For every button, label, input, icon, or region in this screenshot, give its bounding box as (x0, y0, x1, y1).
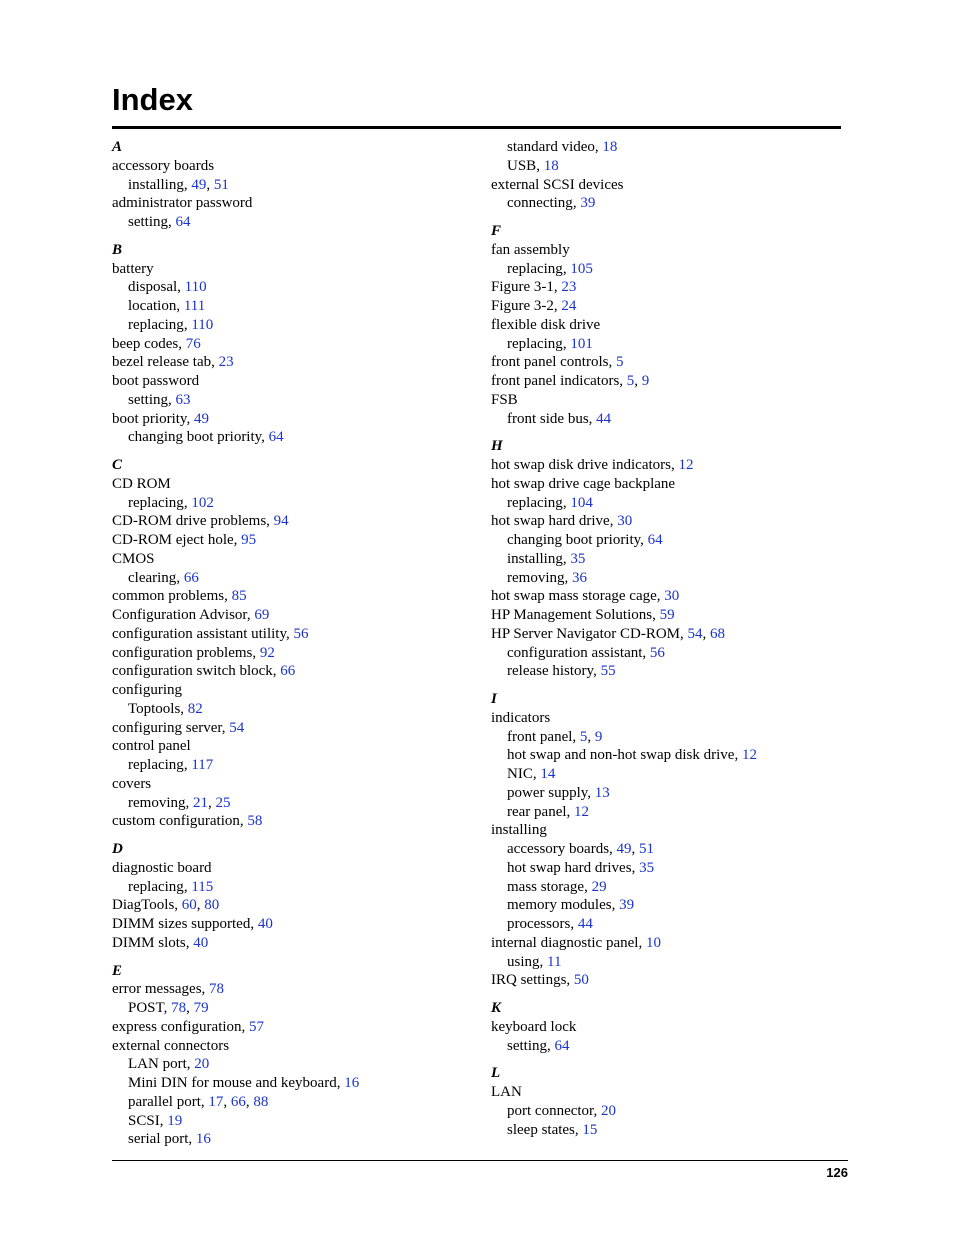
page-link[interactable]: 56 (293, 625, 309, 642)
page-link[interactable]: 18 (602, 139, 618, 155)
page-link[interactable]: 9 (594, 728, 603, 745)
index-entry (491, 475, 851, 494)
index-subentry: accessory boards, 49, 51 (507, 841, 655, 857)
index-entry: DIMM sizes supported, 40 (112, 916, 273, 932)
index-term: setting (507, 1037, 547, 1054)
page-link[interactable]: 66 (280, 663, 296, 680)
index-entry: front panel indicators, 5, 9 (491, 373, 650, 389)
index-term: hot swap and non-hot swap disk drive (507, 747, 735, 764)
index-term: power supply (507, 784, 588, 801)
index-term: installing (128, 176, 184, 193)
page-link[interactable]: 51 (639, 841, 655, 857)
index-term: USB (507, 157, 537, 174)
index-entry: CD-ROM drive problems, 94 (112, 513, 289, 530)
page-link[interactable]: 5 (579, 728, 588, 745)
index-term: Configuration Advisor (112, 607, 247, 623)
index-term: administrator password (112, 195, 253, 212)
index-entry (491, 1083, 851, 1102)
index-term: front panel indicators (491, 373, 620, 389)
index-term: rear panel (507, 803, 567, 820)
index-entry (112, 1037, 472, 1056)
page-link[interactable]: 35 (570, 550, 586, 567)
index-subentry: connecting, 39 (507, 195, 596, 212)
page-link[interactable]: 12 (574, 803, 590, 820)
index-entry (112, 194, 472, 213)
index-subentry: memory modules, 39 (507, 897, 635, 914)
index-entry (112, 372, 472, 391)
page-link[interactable]: 20 (600, 1102, 616, 1119)
page-link[interactable]: 88 (253, 1093, 269, 1110)
index-term: DIMM sizes supported (112, 916, 251, 932)
page-link[interactable]: 24 (561, 298, 577, 314)
index-subentry: changing boot priority, 64 (128, 429, 284, 446)
page-link[interactable]: 16 (344, 1075, 360, 1091)
index-term: location (128, 298, 177, 314)
index-entry: beep codes, 76 (112, 335, 201, 352)
page-link[interactable]: 66 (230, 1093, 246, 1110)
index-letter-heading: B (112, 241, 123, 258)
page-link[interactable]: 25 (215, 794, 231, 811)
index-term: installing (491, 822, 547, 839)
index-term: covers (112, 775, 152, 792)
index-term: HP Server Navigator CD-ROM (491, 625, 681, 642)
index-term: custom configuration (112, 813, 240, 830)
index-entry: express configuration, 57 (112, 1018, 265, 1035)
index-term: control panel (112, 738, 191, 755)
page-link[interactable]: 40 (257, 916, 273, 932)
index-subentry: configuration assistant, 56 (507, 644, 665, 661)
index-subentry: serial port, 16 (128, 1131, 211, 1148)
index-term: removing (128, 794, 186, 811)
index-subentry: location, 111 (128, 298, 206, 314)
page-link[interactable]: 23 (561, 279, 577, 296)
page-link[interactable]: 35 (639, 859, 655, 876)
page-link[interactable]: 9 (641, 373, 650, 389)
index-term: common problems (112, 588, 225, 605)
page-link[interactable]: 68 (710, 625, 726, 642)
index-subentry: replacing, 102 (128, 494, 214, 511)
index-subentry: disposal, 110 (128, 279, 207, 296)
page-link[interactable]: 80 (204, 897, 220, 914)
index-term: clearing (128, 569, 177, 586)
index-term: LAN port (128, 1056, 187, 1073)
page-link[interactable]: 49 (616, 841, 632, 857)
index-entry: internal diagnostic panel, 10 (491, 934, 661, 951)
index-entry (112, 681, 472, 700)
index-column-left (112, 138, 472, 1149)
index-entry (491, 241, 851, 260)
index-subentry: replacing, 117 (128, 757, 214, 773)
page-link[interactable]: 40 (193, 934, 209, 951)
index-entry: boot priority, 49 (112, 410, 209, 427)
index-letter-heading: K (491, 1000, 502, 1016)
index-term: hot swap disk drive indicators (491, 457, 671, 473)
page-link[interactable]: 60 (181, 897, 197, 914)
page-link[interactable]: 50 (573, 972, 589, 989)
index-entry: configuration assistant utility, 56 (112, 625, 309, 642)
index-entry (491, 316, 851, 335)
index-term: hot swap hard drives (507, 859, 632, 876)
index-entry: HP Server Navigator CD-ROM, 54, 68 (491, 625, 726, 642)
page-link[interactable]: 82 (187, 700, 203, 717)
page-link[interactable]: 13 (594, 784, 610, 801)
index-letter-heading: C (112, 457, 123, 473)
index-subentry: using, 11 (507, 953, 562, 970)
index-term: accessory boards (112, 157, 215, 174)
page-link[interactable]: 57 (249, 1018, 265, 1035)
page-link[interactable]: 110 (191, 316, 214, 333)
page-link[interactable]: 19 (167, 1112, 183, 1129)
index-letter-heading: A (112, 139, 123, 155)
index-term: configuration problems (112, 644, 253, 661)
page-link[interactable]: 5 (626, 373, 635, 389)
index-term: Mini DIN for mouse and keyboard (128, 1075, 337, 1091)
index-term: configuring server (112, 719, 222, 736)
page-link[interactable]: 117 (191, 757, 214, 773)
index-entry: HP Management Solutions, 59 (491, 607, 675, 623)
index-subentry: installing, 35 (507, 550, 586, 567)
index-term: connecting (507, 195, 573, 212)
index-term: configuration assistant (507, 644, 643, 661)
page-link[interactable]: 101 (570, 335, 593, 352)
index-term: installing (507, 550, 563, 567)
index-term: SCSI (128, 1112, 160, 1129)
index-entry (491, 1018, 851, 1037)
index-subentry: front panel, 5, 9 (507, 728, 603, 745)
index-term: indicators (491, 709, 551, 726)
page-link[interactable]: 20 (194, 1056, 210, 1073)
index-term: diagnostic board (112, 859, 212, 876)
index-term: changing boot priority (128, 429, 262, 446)
index-letter-heading: D (112, 841, 123, 857)
index-term: accessory boards (507, 841, 610, 857)
index-term: configuring (112, 682, 182, 698)
index-entry: configuring server, 54 (112, 719, 245, 736)
page-link[interactable]: 102 (191, 494, 214, 511)
index-term: hot swap hard drive (491, 513, 610, 530)
page-link[interactable]: 64 (175, 214, 191, 230)
index-term: Figure 3-2 (491, 298, 554, 314)
index-subentry: setting, 64 (507, 1037, 570, 1054)
page-link[interactable]: 85 (231, 588, 247, 605)
index-subentry: replacing, 110 (128, 316, 214, 333)
index-entry (112, 859, 472, 878)
page-link[interactable]: 21 (193, 794, 208, 811)
index-term: standard video (507, 139, 595, 155)
index-term: LAN (491, 1084, 522, 1100)
index-subentry: setting, 63 (128, 391, 191, 408)
index-subentry: Toptools, 82 (128, 700, 203, 717)
page-link[interactable]: 56 (649, 644, 665, 661)
index-letter-heading: H (491, 438, 503, 455)
index-term: error messages (112, 981, 202, 998)
index-subentry: front side bus, 44 (507, 410, 612, 427)
index-subentry: rear panel, 12 (507, 803, 590, 820)
page-link[interactable]: 64 (647, 532, 663, 548)
page-link[interactable]: 10 (645, 934, 661, 951)
page-link[interactable]: 55 (600, 663, 616, 680)
index-subentry: Mini DIN for mouse and keyboard, 16 (128, 1075, 360, 1091)
page-link[interactable]: 16 (195, 1131, 211, 1148)
page-link[interactable]: 49 (191, 176, 207, 193)
index-term: flexible disk drive (491, 316, 601, 333)
index-subentry: release history, 55 (507, 663, 616, 680)
index-entry (491, 709, 851, 728)
index-term: replacing (128, 757, 184, 773)
page-link[interactable]: 78 (209, 981, 225, 998)
page-link[interactable]: 94 (273, 513, 289, 530)
index-entry: configuration switch block, 66 (112, 663, 296, 680)
index-term: mass storage (507, 878, 585, 895)
index-entry: bezel release tab, 23 (112, 354, 234, 371)
index-subentry: replacing, 101 (507, 335, 593, 352)
page-link[interactable]: 69 (254, 607, 270, 623)
index-term: POST (128, 1000, 164, 1016)
index-term: replacing (507, 260, 563, 277)
index-term: using (507, 953, 540, 970)
index-term: HP Management Solutions (491, 607, 653, 623)
index-subentry: processors, 44 (507, 916, 593, 932)
index-subentry: port connector, 20 (507, 1102, 616, 1119)
index-entry: hot swap hard drive, 30 (491, 513, 633, 530)
index-subentry: setting, 64 (128, 214, 191, 230)
index-subentry: USB, 18 (507, 157, 559, 174)
index-entry: DIMM slots, 40 (112, 934, 209, 951)
index-entry: CD-ROM eject hole, 95 (112, 532, 257, 548)
page-link[interactable]: 92 (259, 644, 275, 661)
page-link[interactable]: 18 (543, 157, 559, 174)
index-term: boot password (112, 373, 200, 389)
title-rule (112, 126, 841, 129)
index-entry: front panel controls, 5 (491, 354, 624, 371)
index-subentry: changing boot priority, 64 (507, 532, 663, 548)
index-term: Toptools (128, 700, 181, 717)
index-term: external connectors (112, 1037, 230, 1054)
index-term: keyboard lock (491, 1018, 577, 1035)
index-term: removing (507, 569, 565, 586)
index-subentry: clearing, 66 (128, 569, 199, 586)
index-entry: custom configuration, 58 (112, 813, 263, 830)
page-link[interactable]: 29 (591, 878, 607, 895)
index-term: FSB (491, 391, 518, 408)
index-entry: DiagTools, 60, 80 (112, 897, 220, 914)
index-term: release history (507, 663, 594, 680)
index-term: configuration assistant utility (112, 625, 287, 642)
index-term: boot priority (112, 410, 187, 427)
page-link[interactable]: 58 (247, 813, 263, 830)
index-term: express configuration (112, 1018, 242, 1035)
index-term: setting (128, 214, 168, 230)
page-link[interactable]: 79 (193, 1000, 209, 1016)
index-term: fan assembly (491, 241, 570, 258)
index-term: disposal (128, 279, 178, 296)
index-term: front side bus (507, 410, 589, 427)
index-subentry: installing, 49, 51 (128, 176, 229, 193)
index-term: sleep states (507, 1121, 575, 1138)
page-link[interactable]: 66 (183, 569, 199, 586)
index-subentry: replacing, 104 (507, 494, 593, 511)
page-link[interactable]: 76 (185, 335, 201, 352)
index-subentry: hot swap and non-hot swap disk drive, 12 (507, 747, 757, 764)
index-term: CD ROM (112, 475, 171, 492)
page-link[interactable]: 44 (577, 916, 593, 932)
page-link[interactable]: 115 (191, 878, 214, 895)
index-subentry: mass storage, 29 (507, 878, 607, 895)
index-term: Figure 3-1 (491, 279, 554, 296)
index-term: CMOS (112, 550, 155, 567)
index-term: replacing (507, 335, 563, 352)
index-term: IRQ settings (491, 972, 567, 989)
index-entry (112, 737, 472, 756)
index-term: battery (112, 260, 154, 277)
page-link[interactable]: 39 (580, 195, 596, 212)
index-term: front panel (507, 728, 573, 745)
page-link[interactable]: 105 (570, 260, 593, 277)
index-entry: hot swap disk drive indicators, 12 (491, 457, 694, 473)
index-entry (112, 475, 472, 494)
index-entry: Figure 3-1, 23 (491, 279, 577, 296)
index-subentry: replacing, 105 (507, 260, 593, 277)
index-entry (112, 775, 472, 794)
index-term: hot swap drive cage backplane (491, 475, 676, 492)
index-entry: error messages, 78 (112, 981, 225, 998)
index-subentry: POST, 78, 79 (128, 1000, 209, 1016)
page-link[interactable]: 49 (193, 410, 209, 427)
index-term: front panel controls (491, 354, 609, 371)
index-subentry: removing, 36 (507, 569, 587, 586)
page-link[interactable]: 51 (213, 176, 229, 193)
index-entry (491, 176, 851, 195)
index-entry (112, 550, 472, 569)
page-number: 126 (826, 1165, 848, 1180)
index-column-right (491, 138, 851, 1139)
index-subentry: SCSI, 19 (128, 1112, 183, 1129)
page-link[interactable]: 30 (664, 588, 680, 605)
index-term: serial port (128, 1131, 189, 1148)
index-term: beep codes (112, 335, 179, 352)
index-subentry: power supply, 13 (507, 784, 610, 801)
index-term: bezel release tab (112, 354, 212, 371)
page-link[interactable]: 111 (183, 298, 206, 314)
index-term: configuration switch block (112, 663, 273, 680)
index-subentry: LAN port, 20 (128, 1056, 210, 1073)
index-subentry: sleep states, 15 (507, 1121, 598, 1138)
page-link[interactable]: 5 (615, 354, 624, 371)
page-link[interactable]: 39 (619, 897, 635, 914)
page-link[interactable]: 12 (741, 747, 757, 764)
page-link[interactable]: 64 (268, 429, 284, 446)
index-term: replacing (128, 316, 184, 333)
index-term: replacing (128, 494, 184, 511)
index-subentry: replacing, 115 (128, 878, 214, 895)
index-term: replacing (507, 494, 563, 511)
page-link[interactable]: 11 (547, 953, 562, 970)
index-entry (112, 157, 472, 176)
index-term: memory modules (507, 897, 612, 914)
index-entry: Configuration Advisor, 69 (112, 607, 270, 623)
footer-rule (112, 1160, 848, 1161)
page-link[interactable]: 30 (617, 513, 633, 530)
index-entry (112, 260, 472, 279)
index-term: DIMM slots (112, 934, 186, 951)
page-link[interactable]: 36 (572, 569, 587, 586)
page-link[interactable]: 12 (678, 457, 694, 473)
index-term: DiagTools (112, 897, 175, 914)
index-subentry: hot swap hard drives, 35 (507, 859, 655, 876)
index-term: setting (128, 391, 168, 408)
page-link[interactable]: 17 (208, 1093, 224, 1110)
page-link[interactable]: 78 (171, 1000, 187, 1016)
index-term: CD-ROM drive problems (112, 513, 267, 530)
index-letter-heading: E (112, 962, 123, 979)
index-letter-heading: I (491, 691, 497, 707)
index-term: parallel port (128, 1093, 201, 1110)
index-subentry: removing, 21, 25 (128, 794, 231, 811)
index-term: internal diagnostic panel (491, 934, 639, 951)
page-link[interactable]: 14 (540, 766, 556, 782)
index-term: NIC (507, 766, 533, 782)
index-entry: configuration problems, 92 (112, 644, 275, 661)
page-link[interactable]: 23 (218, 354, 234, 371)
index-entry: common problems, 85 (112, 588, 247, 605)
index-term: processors (507, 916, 571, 932)
page-link[interactable]: 44 (596, 410, 612, 427)
page-link[interactable]: 54 (687, 625, 703, 642)
page-link[interactable]: 15 (582, 1121, 598, 1138)
index-subentry: standard video, 18 (507, 139, 618, 155)
index-term: replacing (128, 878, 184, 895)
page-title: Index (112, 82, 193, 117)
index-entry: hot swap mass storage cage, 30 (491, 588, 680, 605)
index-entry (491, 391, 851, 410)
index-subentry: parallel port, 17, 66, 88 (128, 1093, 269, 1110)
index-letter-heading: L (491, 1065, 501, 1082)
page-link[interactable]: 59 (659, 607, 675, 623)
index-letter-heading: F (491, 223, 502, 239)
page-link[interactable]: 95 (241, 532, 257, 548)
index-term: changing boot priority (507, 532, 641, 548)
page-link[interactable]: 63 (175, 391, 191, 408)
index-entry: Figure 3-2, 24 (491, 298, 577, 314)
index-term: external SCSI devices (491, 176, 624, 193)
page-link[interactable]: 110 (184, 279, 207, 296)
index-entry: IRQ settings, 50 (491, 972, 589, 989)
index-term: port connector (507, 1102, 594, 1119)
index-term: hot swap mass storage cage (491, 588, 657, 605)
index-subentry: NIC, 14 (507, 766, 556, 782)
index-entry (491, 821, 851, 840)
page-link[interactable]: 64 (554, 1037, 570, 1054)
page-link[interactable]: 104 (570, 494, 593, 511)
index-term: CD-ROM eject hole (112, 532, 234, 548)
page-link[interactable]: 54 (229, 719, 245, 736)
